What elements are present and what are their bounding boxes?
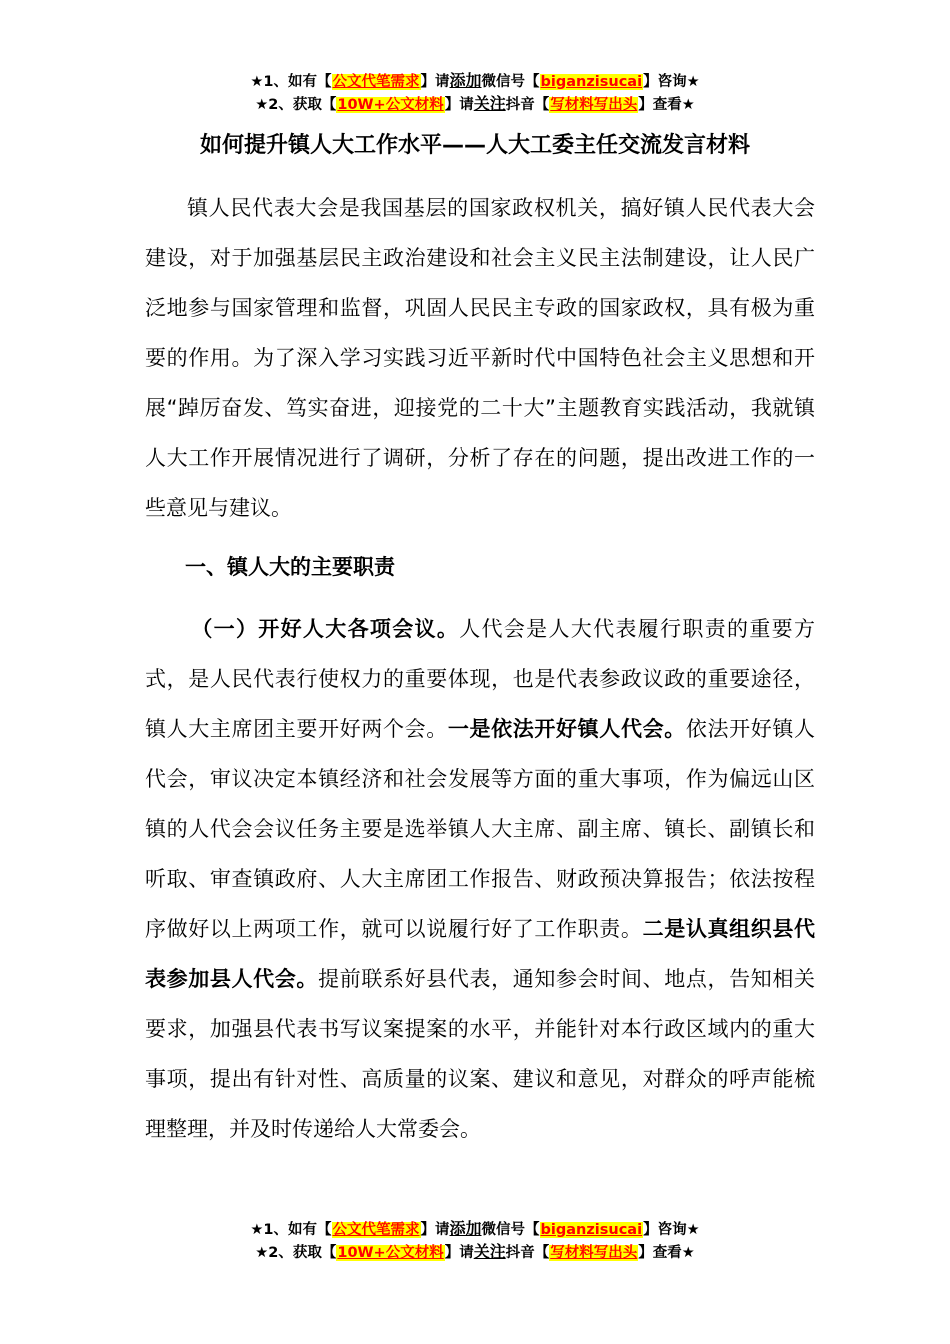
bold-point-two: 二是认真组织县代表参加县人代会。 <box>145 917 816 991</box>
emphasis-text: 添加 <box>449 1219 482 1238</box>
paragraph-text: 依法开好镇人代会，审议决定本镇经济和社会发展等方面的重大事项，作为偏远山区镇的人代会会议任务主要是选举镇人大主席、副主席、镇长、副镇长和听取、审查镇政府、人大主席团工作报告、财政预决算报告；依法按程序做好以上两项工作，就可以说履行好了工作职责。 <box>145 717 816 941</box>
banner-text: 】查看★ <box>638 97 695 113</box>
banner-text: 】请 <box>444 1245 474 1261</box>
highlight-materials: 10W+公文材料 <box>337 1245 444 1261</box>
intro-paragraph: 镇人民代表大会是我国基层的国家政权机关，搞好镇人民代表大会建设，对于加强基层民主政治建设和社会主义民主法制建设，让人民广泛地参与国家管理和监督，巩固人民民主专政的国家政权，具有极为重要的作用。为了深入学习实践习近平新时代中国特色社会主义思想和开展“踔厉奋发、笃实奋进，迎接党的二十大”主题教育实践活动，我就镇人大工作开展情况进行了调研，分析了存在的问题，提出改进工作的一些意见与建议。 <box>145 196 815 520</box>
banner-text: ★1、如有【 <box>250 74 332 90</box>
highlight-wechat-id: biganzisucai <box>540 74 643 90</box>
emphasis-text: 添加 <box>449 71 482 90</box>
banner-text: 】查看★ <box>638 1245 695 1261</box>
top-banner <box>0 70 950 116</box>
banner-line-2 <box>0 1241 950 1264</box>
highlight-douyin-account: 写材料写出头 <box>550 97 638 113</box>
banner-text: 微信号【 <box>481 74 540 90</box>
banner-text: 】请 <box>420 74 450 90</box>
bold-lead: （一）开好人大各项会议。 <box>190 617 460 641</box>
banner-text: 】请 <box>444 97 474 113</box>
banner-text: 】请 <box>420 1222 450 1238</box>
emphasis-text: 关注 <box>473 1242 506 1261</box>
bottom-banner <box>0 1218 950 1264</box>
banner-text: ★2、获取【 <box>255 1245 337 1261</box>
emphasis-text: 关注 <box>473 94 506 113</box>
paragraph-text: 人代会是人大代表履行职责的重要方式，是人民代表行使权力的重要体现，也是代表参政议政的重要途径，镇人大主席团主要开好两个会。 <box>145 617 816 741</box>
section-heading: 一、镇人大的主要职责 <box>185 555 395 579</box>
highlight-wechat-id: biganzisucai <box>540 1222 643 1238</box>
banner-text: 抖音【 <box>505 1245 550 1261</box>
bold-point-one: 一是依法开好镇人代会。 <box>447 717 686 741</box>
banner-text: 】咨询★ <box>643 1222 700 1238</box>
document-title: 如何提升镇人大工作水平——人大工委主任交流发言材料 <box>199 133 750 158</box>
highlight-materials: 10W+公文材料 <box>337 97 444 113</box>
highlight-service: 公文代笔需求 <box>332 1222 420 1238</box>
highlight-service: 公文代笔需求 <box>332 74 420 90</box>
section-paragraph <box>145 604 815 1154</box>
banner-line-1 <box>0 70 950 93</box>
banner-text: 】咨询★ <box>643 74 700 90</box>
highlight-douyin-account: 写材料写出头 <box>550 1245 638 1261</box>
banner-text: ★2、获取【 <box>255 97 337 113</box>
banner-text: ★1、如有【 <box>250 1222 332 1238</box>
banner-text: 抖音【 <box>505 97 550 113</box>
banner-text: 微信号【 <box>481 1222 540 1238</box>
banner-line-2 <box>0 93 950 116</box>
banner-line-1 <box>0 1218 950 1241</box>
paragraph-text: 提前联系好县代表，通知参会时间、地点，告知相关要求，加强县代表书写议案提案的水平，并能针对本行政区域内的重大事项，提出有针对性、高质量的议案、建议和意见，对群众的呼声能梳理整理，并及时传递给人大常委会。 <box>145 967 816 1141</box>
